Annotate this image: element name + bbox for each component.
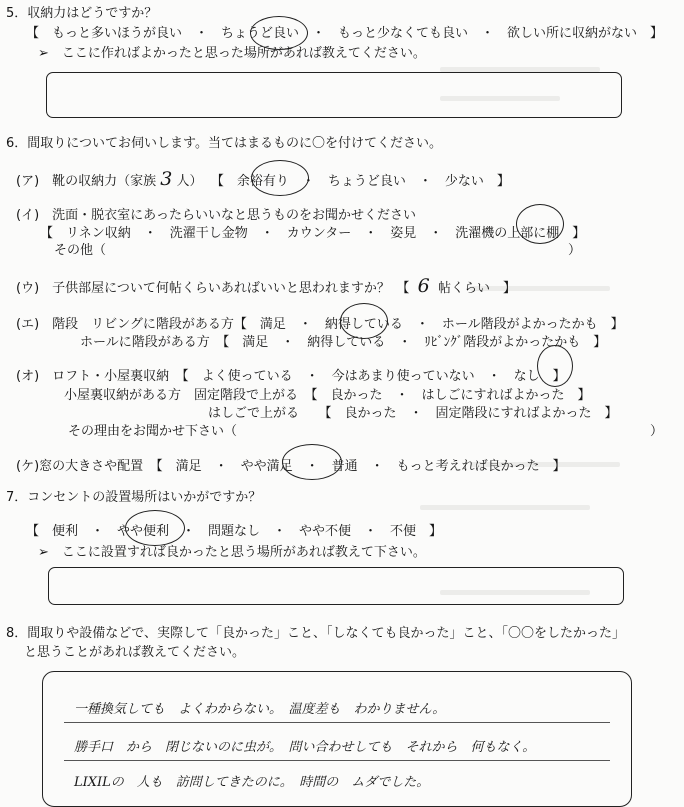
answer-circle <box>125 510 185 546</box>
answer-circle <box>537 345 573 387</box>
q6-o-line2: 小屋裏収納がある方 固定階段で上がる 【 良かった ・ はしごにすればよかった 】 <box>64 388 591 403</box>
q6-title: 6．間取りについてお伺いします。当てはまるものに〇を付けてください。 <box>6 136 442 151</box>
q5-prompt: ➢ ここに作ればよかったと思った場所があれば教えてください。 <box>38 46 426 61</box>
handwritten-answer-1: 一種換気しても よくわからない。 温度差も わかりません。 <box>74 702 446 717</box>
q7-title: 7．コンセントの設置場所はいかがですか？ <box>6 490 262 505</box>
q6-a-label: (ア) 靴の収納力（家族 <box>16 174 157 189</box>
q5-title: 5．収納力はどうですか？ <box>6 6 158 21</box>
q6-o-reason: その理由をお聞かせ下さい（ <box>68 424 238 439</box>
q7-options: 【 便利 ・ やや便利 ・ 問題なし ・ やや不便 ・ 不便 】 <box>26 524 443 539</box>
q6-o-line3: はしごで上がる 【 良かった ・ 固定階段にすればよかった 】 <box>208 406 618 421</box>
q6-i-other: その他（ <box>54 243 107 258</box>
room-size-handwritten: 6 <box>417 275 430 297</box>
family-count-handwritten: 3 <box>160 168 173 190</box>
q6-u-unit: 帖くらい 】 <box>438 281 517 296</box>
q6-i-question: (イ) 洗面・脱衣室にあったらいいなと思うものをお聞かせください <box>16 208 417 223</box>
q8-title-line1: 8．間取りや設備などで、実際して「良かった」こと、「しなくても良かった」こと、「〇〇をしたかった」 <box>6 626 626 641</box>
handwritten-answer-2: 勝手口 から 閉じないのに虫が。 問い合わせしても それから 何もなく。 <box>74 740 536 755</box>
q6-a-options: 【 余裕有り ・ ちょうど良い ・ 少ない 】 <box>210 174 510 189</box>
q6-ke-line: (ケ)窓の大きさや配置 【 満足 ・ やや満足 ・ 普通 ・ もっと考えれば良かった 】 <box>16 459 566 474</box>
answer-circle <box>282 444 342 480</box>
q6-e-line2: ホールに階段がある方 【 満足 ・ 納得している ・ ﾘﾋﾞﾝｸﾞ階段がよかったかも 】 <box>80 335 607 350</box>
q6-o-reason-end: ） <box>650 424 664 439</box>
q8-title-line2: と思うことがあれば教えてください。 <box>24 645 246 660</box>
q5-options: 【 もっと多いほうが良い ・ ちょうど良い ・ もっと少なくても良い ・ 欲しい所に収納がない 】 <box>26 26 664 41</box>
answer-circle <box>516 204 564 244</box>
answer-circle <box>251 160 309 196</box>
q6-i-options: 【 リネン収納 ・ 洗濯干し金物 ・ カウンター ・ 姿見 ・ 洗濯機の上部に棚 】 <box>40 226 586 241</box>
q7-prompt: ➢ ここに設置すれば良かったと思う場所があれば教えて下さい。 <box>38 545 426 560</box>
q6-u-question: (ウ) 子供部屋について何帖くらいあればいいと思われますか？ 【 <box>16 281 410 296</box>
q6-o-line1: (オ) ロフト・小屋裏収納 【 よく使っている ・ 今はあまり使っていない ・ なし 】 <box>16 369 566 384</box>
bleed-through-mark <box>420 505 590 510</box>
answer-rule <box>64 760 610 761</box>
q6-u-row <box>16 275 517 297</box>
answer-circle <box>250 16 308 50</box>
answer-rule <box>64 722 610 723</box>
q7-answer-box[interactable] <box>48 567 624 605</box>
q6-e-line1: (エ) 階段 リビングに階段がある方【 満足 ・ 納得している ・ ホール階段がよかったかも 】 <box>16 317 624 332</box>
handwritten-answer-3: LIXILの 人も 訪問してきたのに。 時間の ムダでした。 <box>74 775 430 790</box>
q6-a-unit: 人） <box>176 174 203 189</box>
q6-i-other-end: ） <box>568 243 582 258</box>
answer-circle <box>340 303 388 339</box>
q5-answer-box[interactable] <box>46 72 622 118</box>
